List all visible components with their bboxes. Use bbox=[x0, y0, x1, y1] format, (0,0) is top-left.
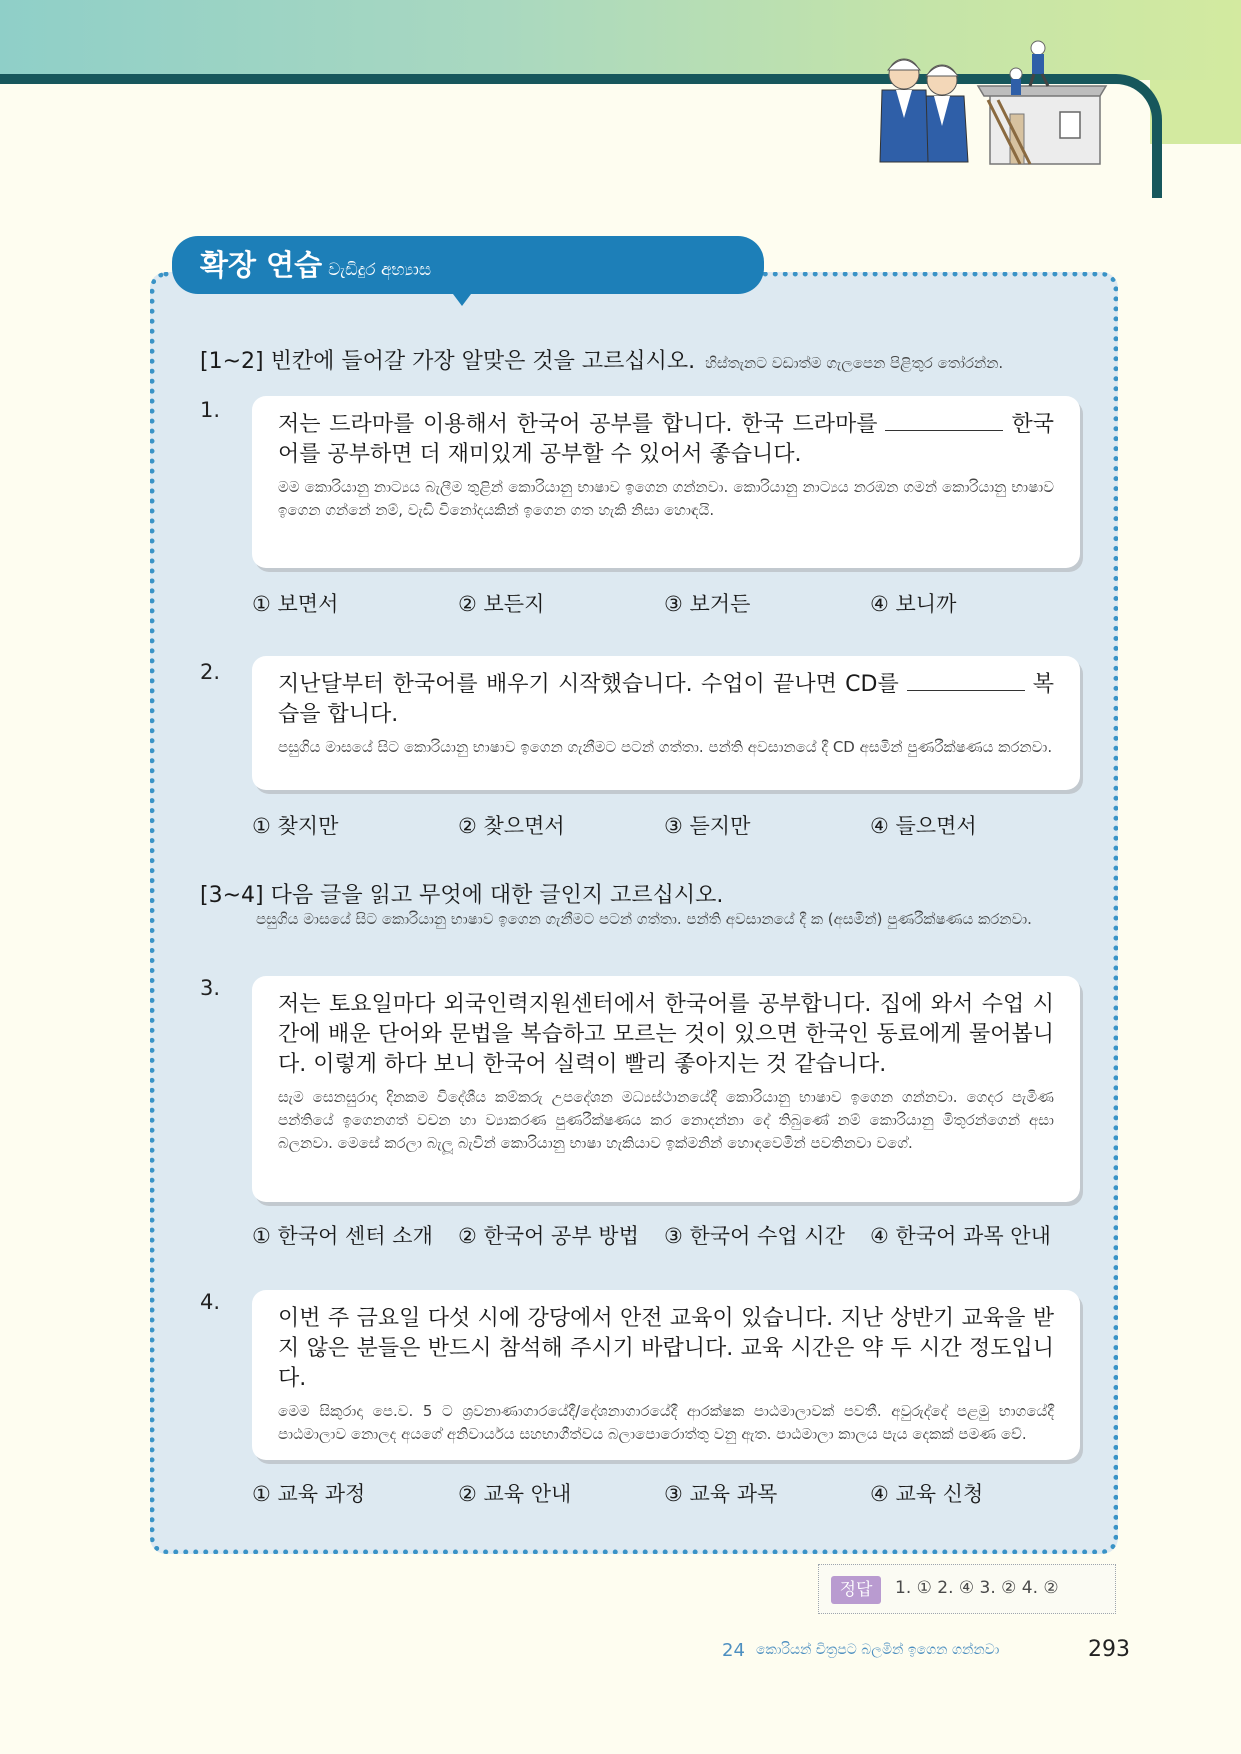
question-2-text-after: 복습을 합니다. bbox=[278, 672, 1054, 727]
instruction-1-2-si: හිස්තැනට වඩාත්ම ගැලපෙන පිළිතුර තෝරන්න. bbox=[705, 354, 1004, 372]
blank-line bbox=[907, 671, 1025, 691]
instruction-1-2 bbox=[200, 344, 1003, 375]
page-number: 293 bbox=[1088, 1637, 1130, 1662]
question-1-text bbox=[278, 410, 1054, 470]
header-gradient-corner bbox=[1150, 80, 1241, 144]
section-title-si: වැඩිදුර අභ්‍යාස bbox=[328, 260, 432, 280]
section-title-ko: 확장 연습 bbox=[200, 248, 323, 282]
question-1-choices bbox=[252, 588, 1092, 620]
question-2-number: 2. bbox=[200, 660, 221, 684]
instruction-1-2-ko: [1~2] 빈칸에 들어갈 가장 알맞은 것을 고르십시오. bbox=[200, 349, 696, 374]
chapter-number: 24 bbox=[722, 1640, 745, 1661]
choice-option[interactable]: ② 찾으면서 bbox=[458, 814, 565, 838]
choice-option[interactable]: ① 찾지만 bbox=[252, 814, 339, 838]
question-1-number: 1. bbox=[200, 398, 221, 422]
question-1-translation: මම කොරියානු නාට්‍යය බැලීම තුළින් කොරියානු භාෂාව ඉගෙන ගන්නවා. කොරියානු නාට්‍යය නරඹන ගමන් කොරියානු භාෂාව ඉගෙන ගන්නේ නම්, වැඩි විනෝදයකින් ඉගෙන ගත හැකි නිසා හොඳයි. bbox=[278, 478, 1054, 519]
question-2-translation: පසුගිය මාසයේ සිට කොරියානු භාෂාව ඉගෙන ගැනීමට පටන් ගත්තා. පන්ති අවසානයේ දී CD අසමින් පුණරීක්ෂණය කරනවා. bbox=[278, 738, 1053, 756]
question-2-box bbox=[252, 656, 1080, 790]
question-1-text-before: 저는 드라마를 이용해서 한국어 공부를 합니다. 한국 드라마를 bbox=[278, 412, 878, 437]
question-2-text bbox=[278, 670, 1054, 730]
choice-option[interactable]: ② 한국어 공부 방법 bbox=[458, 1224, 639, 1248]
question-2-text-before: 지난달부터 한국어를 배우기 시작했습니다. 수업이 끝나면 CD를 bbox=[278, 672, 899, 697]
choice-option[interactable]: ② 보든지 bbox=[458, 592, 545, 616]
choice-option[interactable]: ① 한국어 센터 소개 bbox=[252, 1224, 433, 1248]
instruction-3-4-ko: [3~4] 다음 글을 읽고 무엇에 대한 글인지 고르십시오. bbox=[200, 883, 724, 908]
workers-illustration bbox=[870, 34, 1110, 184]
blank-line bbox=[885, 411, 1003, 431]
choice-option[interactable]: ④ 들으면서 bbox=[870, 814, 977, 838]
answer-key-label: 정답 bbox=[831, 1576, 881, 1604]
question-3-box bbox=[252, 976, 1080, 1202]
page-footer bbox=[722, 1637, 1130, 1667]
answer-key bbox=[818, 1564, 1116, 1614]
instruction-3-4 bbox=[200, 878, 723, 909]
section-title bbox=[200, 243, 431, 287]
question-4-translation: මෙම සිකුරාදා පෙ.ව. 5 ට ශ්‍රවනාණාගාරයේදී/දේශනාගාරයේදී ආරක්ෂක පාඨමාලාවක් පවතී. අවුරුද්දේ පළමු භාගයේදී පාඨමාලාව නොලද අයගේ අනිවාර්යය සහභාගීත්වය බලාපොරොත්තු වනු ඇත. පාඨමාලා කාලය පැය දෙකක් පමණ වේ. bbox=[278, 1402, 1054, 1443]
answer-key-text: 1. ① 2. ④ 3. ② 4. ② bbox=[895, 1578, 1059, 1598]
question-2-choices bbox=[252, 810, 1092, 842]
choice-option[interactable]: ④ 교육 신청 bbox=[870, 1482, 984, 1506]
choice-option[interactable]: ③ 한국어 수업 시간 bbox=[664, 1224, 845, 1248]
question-3-translation: සැම සෙනසුරාදා දිනකම විදේශීය කම්කරු උපදේශන මධ්‍යස්ථානයේදී කොරියානු භාෂාව ඉගෙන ගන්නවා. ගෙදර පැමිණ පන්තියේ ඉගෙනගත් වචන හා ව්‍යාකරණ පුණරීක්ෂණය කර නොදන්නා දේ තිබුණේ නම් කොරියානු මිතුරන්ගෙන් අසා බලනවා. මෙසේ කරලා බැලූ බැවින් කොරියානු භාෂා හැකියාව ඉක්මනින් හොඳවෙමින් පවතිනවා වගේ. bbox=[278, 1088, 1054, 1152]
question-4-text: 이번 주 금요일 다섯 시에 강당에서 안전 교육이 있습니다. 지난 상반기 교육을 받지 않은 분들은 반드시 참석해 주시기 바랍니다. 교육 시간은 약 두 시간 정도입니다. bbox=[278, 1306, 1054, 1391]
section-tab-pointer bbox=[450, 290, 474, 306]
choice-option[interactable]: ④ 한국어 과목 안내 bbox=[870, 1224, 1051, 1248]
question-3-number: 3. bbox=[200, 976, 221, 1000]
question-4-choices bbox=[252, 1478, 1092, 1510]
question-1-text-after: 한국어를 공부하면 더 재미있게 공부할 수 있어서 좋습니다. bbox=[278, 412, 1054, 467]
chapter-title: කොරියන් චිත්‍රපට බලමින් ඉගෙන ගන්නවා bbox=[756, 1642, 1000, 1658]
instruction-3-4-si: පසුගිය මාසයේ සිට කොරියානු භාෂාව ඉගෙන ගැනීමට පටන් ගත්තා. පන්ති අවසානයේ දී ක (අසමින්) පුණරීක්ෂණය කරනවා. bbox=[256, 910, 1032, 928]
choice-option[interactable]: ② 교육 안내 bbox=[458, 1482, 572, 1506]
question-3-choices bbox=[252, 1220, 1092, 1252]
choice-option[interactable]: ③ 보거든 bbox=[664, 592, 751, 616]
choice-option[interactable]: ④ 보니까 bbox=[870, 592, 957, 616]
question-3-text: 저는 토요일마다 외국인력지원센터에서 한국어를 공부합니다. 집에 와서 수업 시간에 배운 단어와 문법을 복습하고 모르는 것이 있으면 한국인 동료에게 물어봅니다. 이렇게 하다 보니 한국어 실력이 빨리 좋아지는 것 같습니다. bbox=[278, 992, 1054, 1077]
question-4-number: 4. bbox=[200, 1290, 221, 1314]
choice-option[interactable]: ③ 듣지만 bbox=[664, 814, 751, 838]
question-1-box bbox=[252, 396, 1080, 568]
choice-option[interactable]: ③ 교육 과목 bbox=[664, 1482, 778, 1506]
choice-option[interactable]: ① 교육 과정 bbox=[252, 1482, 366, 1506]
question-4-box bbox=[252, 1290, 1080, 1460]
choice-option[interactable]: ① 보면서 bbox=[252, 592, 339, 616]
